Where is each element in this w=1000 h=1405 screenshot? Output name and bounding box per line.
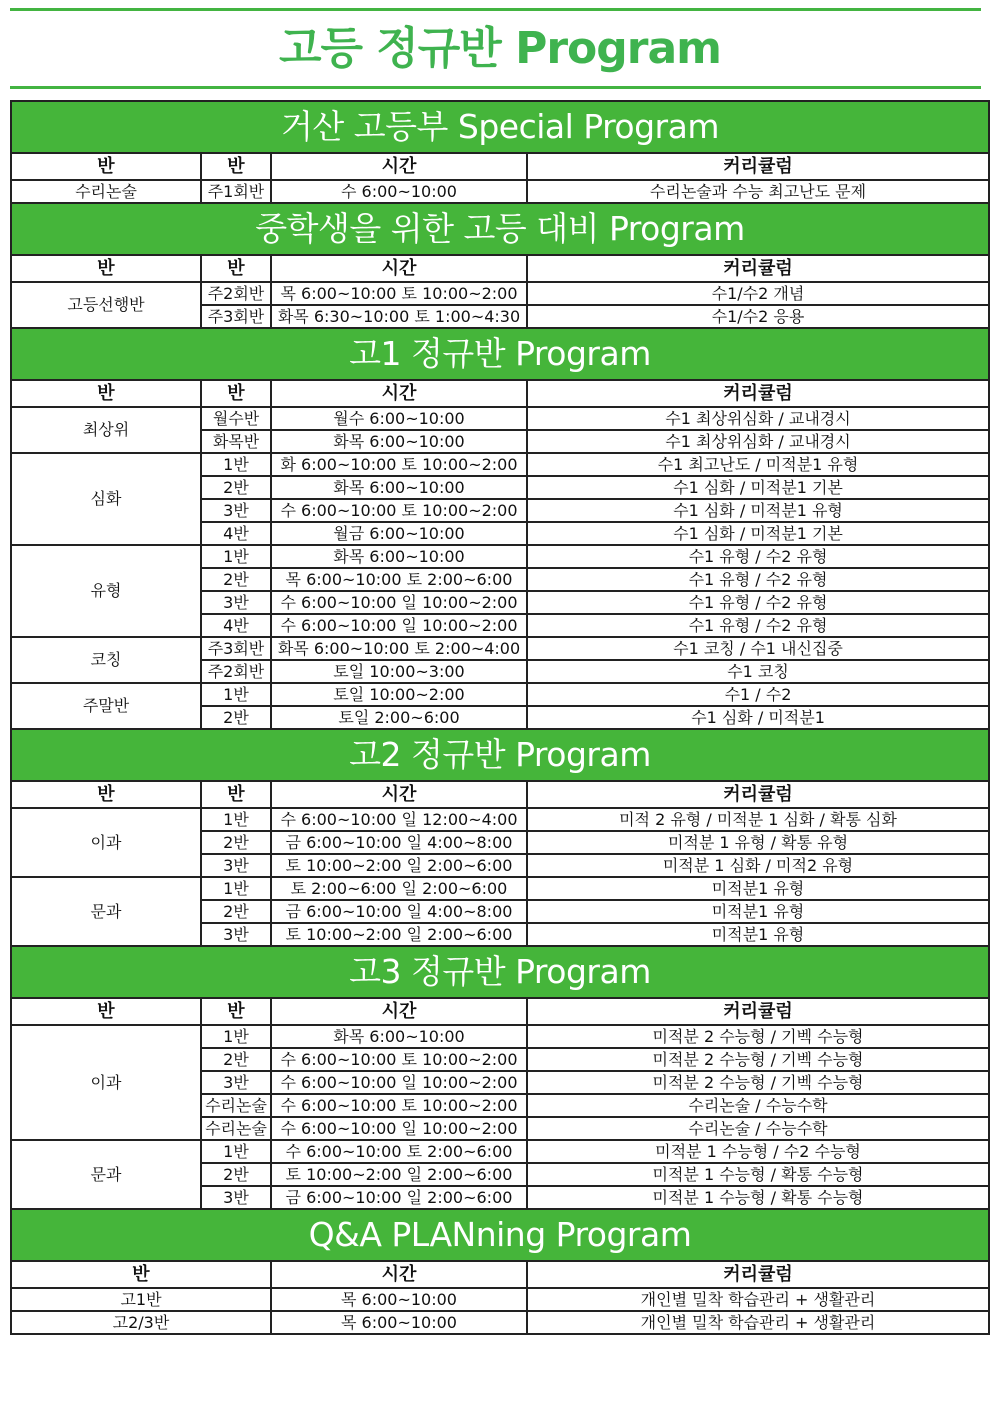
- time-cell: 수 6:00~10:00 토 2:00~6:00: [271, 1140, 527, 1163]
- time-cell: 토 10:00~2:00 일 2:00~6:00: [271, 854, 527, 877]
- curriculum-cell: 개인별 밀착 학습관리 + 생활관리: [527, 1288, 989, 1311]
- column-header-row: [11, 153, 989, 180]
- curriculum-cell: 수1 심화 / 미적분1: [527, 706, 989, 729]
- class-cell: 1반: [201, 808, 271, 831]
- column-header-row: [11, 255, 989, 282]
- column-header-time: 시간: [271, 781, 527, 808]
- curriculum-cell: 수1 최상위심화 / 교내경시: [527, 430, 989, 453]
- time-cell: 수 6:00~10:00 일 10:00~2:00: [271, 1071, 527, 1094]
- class-cell: 3반: [201, 591, 271, 614]
- time-cell: 금 6:00~10:00 일 4:00~8:00: [271, 900, 527, 923]
- section-title: 거산 고등부 Special Program: [11, 101, 989, 153]
- page-title: 고등 정규반 Program: [278, 23, 722, 74]
- column-header-curriculum: 커리큘럼: [527, 380, 989, 407]
- curriculum-cell: 수1 심화 / 미적분1 기본: [527, 476, 989, 499]
- section-band: [11, 203, 989, 255]
- column-header-group: 반: [11, 153, 201, 180]
- class-cell: 월수반: [201, 407, 271, 430]
- table-row: [11, 180, 989, 203]
- column-header-curriculum: 커리큘럼: [527, 998, 989, 1025]
- time-cell: 수 6:00~10:00 일 12:00~4:00: [271, 808, 527, 831]
- table-row: [11, 683, 989, 706]
- time-cell: 화목 6:00~10:00: [271, 545, 527, 568]
- group-name-cell: 수리논술: [11, 180, 201, 203]
- column-header-row: [11, 1261, 989, 1288]
- table-row: [11, 545, 989, 568]
- table-row: [11, 637, 989, 660]
- table-row: [11, 407, 989, 430]
- section-title: Q&A PLANning Program: [11, 1209, 989, 1261]
- time-cell: 화목 6:30~10:00 토 1:00~4:30: [271, 305, 527, 328]
- group-name-cell: 문과: [11, 877, 201, 946]
- table-row: [11, 1311, 989, 1334]
- curriculum-cell: 수1 최고난도 / 미적분1 유형: [527, 453, 989, 476]
- group-name-cell: 심화: [11, 453, 201, 545]
- group-name-cell: 최상위: [11, 407, 201, 453]
- class-cell: 수리논술: [201, 1117, 271, 1140]
- time-cell: 목 6:00~10:00 토 2:00~6:00: [271, 568, 527, 591]
- column-header-group: 반: [11, 380, 201, 407]
- curriculum-cell: 수리논술과 수능 최고난도 문제: [527, 180, 989, 203]
- curriculum-cell: 개인별 밀착 학습관리 + 생활관리: [527, 1311, 989, 1334]
- class-cell: 3반: [201, 1186, 271, 1209]
- curriculum-cell: 수1 유형 / 수2 유형: [527, 568, 989, 591]
- group-name-cell: 고등선행반: [11, 282, 201, 328]
- class-cell: 2반: [201, 568, 271, 591]
- table-row: [11, 1025, 989, 1048]
- table-row: [11, 1140, 989, 1163]
- time-cell: 화목 6:00~10:00: [271, 476, 527, 499]
- column-header-curriculum: 커리큘럼: [527, 255, 989, 282]
- time-cell: 토일 10:00~2:00: [271, 683, 527, 706]
- column-header-class: 반: [201, 380, 271, 407]
- column-header-time: 시간: [271, 153, 527, 180]
- time-cell: 토일 10:00~3:00: [271, 660, 527, 683]
- time-cell: 토일 2:00~6:00: [271, 706, 527, 729]
- time-cell: 수 6:00~10:00: [271, 180, 527, 203]
- column-header-class: 반: [201, 153, 271, 180]
- curriculum-cell: 미적분1 유형: [527, 923, 989, 946]
- class-cell: 2반: [201, 1048, 271, 1071]
- class-cell: 2반: [201, 831, 271, 854]
- column-header-group: 반: [11, 998, 201, 1025]
- curriculum-cell: 미적분 1 수능형 / 확통 수능형: [527, 1186, 989, 1209]
- group-name-cell: 주말반: [11, 683, 201, 729]
- time-cell: 수 6:00~10:00 토 10:00~2:00: [271, 1094, 527, 1117]
- curriculum-cell: 미적분 2 수능형 / 기벡 수능형: [527, 1048, 989, 1071]
- curriculum-cell: 수1 심화 / 미적분1 기본: [527, 522, 989, 545]
- column-header-row: [11, 781, 989, 808]
- table-row: [11, 1288, 989, 1311]
- class-cell: 주2회반: [201, 660, 271, 683]
- section-title: 고2 정규반 Program: [11, 729, 989, 781]
- time-cell: 토 10:00~2:00 일 2:00~6:00: [271, 923, 527, 946]
- group-name-cell: 문과: [11, 1140, 201, 1209]
- class-cell: 3반: [201, 854, 271, 877]
- time-cell: 수 6:00~10:00 토 10:00~2:00: [271, 1048, 527, 1071]
- column-header-time: 시간: [271, 998, 527, 1025]
- time-cell: 화목 6:00~10:00: [271, 430, 527, 453]
- time-cell: 화목 6:00~10:00: [271, 1025, 527, 1048]
- curriculum-cell: 미적분 1 심화 / 미적2 유형: [527, 854, 989, 877]
- curriculum-cell: 수1 유형 / 수2 유형: [527, 614, 989, 637]
- time-cell: 토 2:00~6:00 일 2:00~6:00: [271, 877, 527, 900]
- class-cell: 2반: [201, 900, 271, 923]
- column-header-curriculum: 커리큘럼: [527, 781, 989, 808]
- class-cell: 주1회반: [201, 180, 271, 203]
- class-cell: 주2회반: [201, 282, 271, 305]
- table-row: [11, 808, 989, 831]
- column-header-curriculum: 커리큘럼: [527, 153, 989, 180]
- class-cell: 2반: [201, 1163, 271, 1186]
- column-header-time: 시간: [271, 380, 527, 407]
- class-cell: 1반: [201, 545, 271, 568]
- section-band: [11, 101, 989, 153]
- table-row: [11, 877, 989, 900]
- group-name-cell: 코칭: [11, 637, 201, 683]
- time-cell: 월수 6:00~10:00: [271, 407, 527, 430]
- section-band: [11, 729, 989, 781]
- column-header-class: 반: [201, 781, 271, 808]
- time-cell: 목 6:00~10:00 토 10:00~2:00: [271, 282, 527, 305]
- class-cell: 4반: [201, 522, 271, 545]
- column-header-row: [11, 380, 989, 407]
- curriculum-cell: 미적분 1 유형 / 확통 유형: [527, 831, 989, 854]
- section-band: [11, 328, 989, 380]
- schedule-tables: [10, 100, 988, 1335]
- class-cell: 1반: [201, 453, 271, 476]
- class-cell: 1반: [201, 1140, 271, 1163]
- curriculum-cell: 수1/수2 개념: [527, 282, 989, 305]
- column-header-class: 반: [11, 1261, 271, 1288]
- class-cell: 1반: [201, 683, 271, 706]
- curriculum-cell: 수1/수2 응용: [527, 305, 989, 328]
- time-cell: 금 6:00~10:00 일 2:00~6:00: [271, 1186, 527, 1209]
- curriculum-cell: 미적분 2 수능형 / 기벡 수능형: [527, 1071, 989, 1094]
- class-cell: 고2/3반: [11, 1311, 271, 1334]
- curriculum-cell: 미적분 1 수능형 / 수2 수능형: [527, 1140, 989, 1163]
- class-cell: 4반: [201, 614, 271, 637]
- class-cell: 화목반: [201, 430, 271, 453]
- class-cell: 1반: [201, 1025, 271, 1048]
- time-cell: 목 6:00~10:00: [271, 1311, 527, 1334]
- section-title: 고3 정규반 Program: [11, 946, 989, 998]
- column-header-group: 반: [11, 781, 201, 808]
- curriculum-cell: 수1 최상위심화 / 교내경시: [527, 407, 989, 430]
- group-name-cell: 이과: [11, 1025, 201, 1140]
- column-header-time: 시간: [271, 255, 527, 282]
- time-cell: 금 6:00~10:00 일 4:00~8:00: [271, 831, 527, 854]
- column-header-row: [11, 998, 989, 1025]
- curriculum-cell: 수1 유형 / 수2 유형: [527, 591, 989, 614]
- section-band: [11, 946, 989, 998]
- title-divider-line: [10, 86, 981, 89]
- curriculum-cell: 미적분 2 수능형 / 기벡 수능형: [527, 1025, 989, 1048]
- curriculum-cell: 수1 코칭 / 수1 내신집중: [527, 637, 989, 660]
- time-cell: 화목 6:00~10:00 토 2:00~4:00: [271, 637, 527, 660]
- curriculum-cell: 수리논술 / 수능수학: [527, 1094, 989, 1117]
- top-divider-line: [10, 8, 981, 11]
- group-name-cell: 유형: [11, 545, 201, 637]
- class-cell: 1반: [201, 877, 271, 900]
- class-cell: 3반: [201, 499, 271, 522]
- curriculum-cell: 수1 / 수2: [527, 683, 989, 706]
- curriculum-cell: 미적분1 유형: [527, 877, 989, 900]
- curriculum-cell: 미적분 1 수능형 / 확통 수능형: [527, 1163, 989, 1186]
- class-cell: 2반: [201, 706, 271, 729]
- column-header-time: 시간: [271, 1261, 527, 1288]
- class-cell: 주3회반: [201, 637, 271, 660]
- time-cell: 목 6:00~10:00: [271, 1288, 527, 1311]
- curriculum-cell: 미적분1 유형: [527, 900, 989, 923]
- schedule-table: [10, 100, 990, 1335]
- column-header-group: 반: [11, 255, 201, 282]
- table-row: [11, 282, 989, 305]
- curriculum-cell: 미적 2 유형 / 미적분 1 심화 / 확통 심화: [527, 808, 989, 831]
- curriculum-cell: 수1 심화 / 미적분1 유형: [527, 499, 989, 522]
- curriculum-cell: 수1 유형 / 수2 유형: [527, 545, 989, 568]
- class-cell: 고1반: [11, 1288, 271, 1311]
- curriculum-cell: 수1 코칭: [527, 660, 989, 683]
- column-header-class: 반: [201, 255, 271, 282]
- time-cell: 수 6:00~10:00 토 10:00~2:00: [271, 499, 527, 522]
- time-cell: 수 6:00~10:00 일 10:00~2:00: [271, 614, 527, 637]
- time-cell: 토 10:00~2:00 일 2:00~6:00: [271, 1163, 527, 1186]
- time-cell: 화 6:00~10:00 토 10:00~2:00: [271, 453, 527, 476]
- class-cell: 3반: [201, 923, 271, 946]
- class-cell: 주3회반: [201, 305, 271, 328]
- curriculum-cell: 수리논술 / 수능수학: [527, 1117, 989, 1140]
- column-header-class: 반: [201, 998, 271, 1025]
- section-title: 중학생을 위한 고등 대비 Program: [11, 203, 989, 255]
- column-header-curriculum: 커리큘럼: [527, 1261, 989, 1288]
- class-cell: 수리논술: [201, 1094, 271, 1117]
- time-cell: 수 6:00~10:00 일 10:00~2:00: [271, 1117, 527, 1140]
- class-cell: 2반: [201, 476, 271, 499]
- time-cell: 월금 6:00~10:00: [271, 522, 527, 545]
- class-cell: 3반: [201, 1071, 271, 1094]
- section-band: [11, 1209, 989, 1261]
- time-cell: 수 6:00~10:00 일 10:00~2:00: [271, 591, 527, 614]
- table-row: [11, 453, 989, 476]
- group-name-cell: 이과: [11, 808, 201, 877]
- section-title: 고1 정규반 Program: [11, 328, 989, 380]
